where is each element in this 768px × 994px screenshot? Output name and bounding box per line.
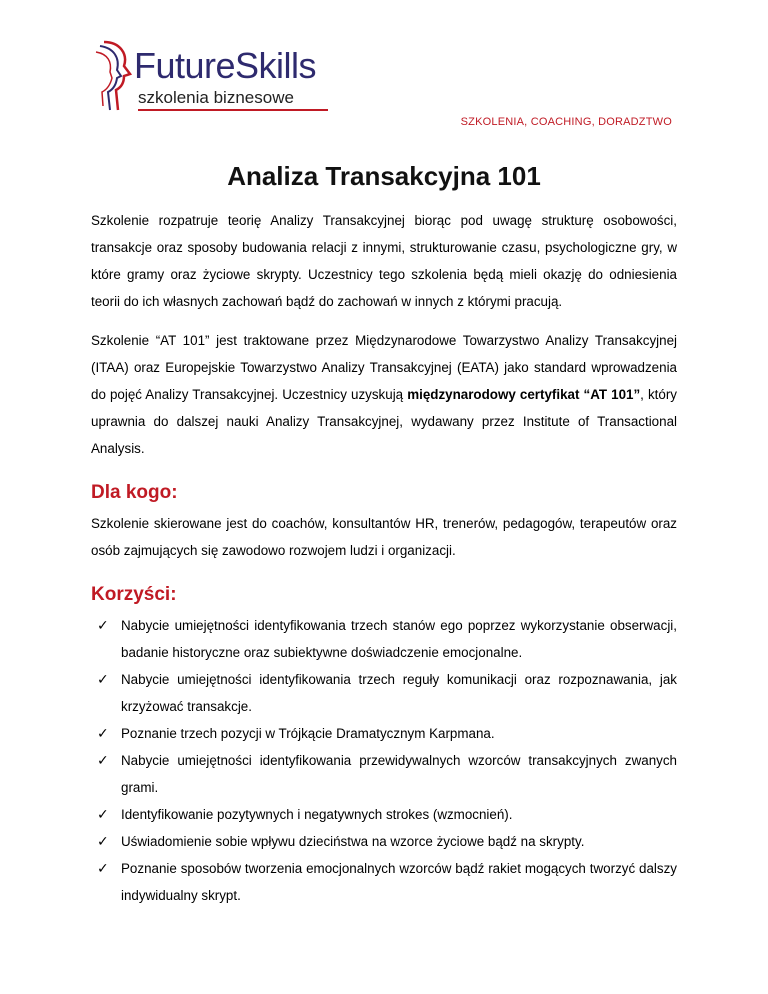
checkmark-icon: ✓	[97, 806, 109, 822]
benefit-text: Uświadomienie sobie wpływu dzieciństwa na wzorce życiowe bądź na skrypty.	[121, 834, 585, 849]
checkmark-icon: ✓	[97, 617, 109, 633]
logo-subtitle: szkolenia biznesowe	[138, 88, 294, 107]
document-body	[91, 207, 677, 909]
logo-underline	[138, 109, 328, 111]
benefit-text: Nabycie umiejętności identyfikowania trzech reguły komunikacji oraz rozpoznawania, jak krzyżować transakcje.	[121, 672, 677, 714]
benefits-list	[91, 612, 677, 909]
tagline: SZKOLENIA, COACHING, DORADZTWO	[460, 116, 672, 128]
list-item	[97, 801, 677, 828]
benefit-text: Poznanie trzech pozycji w Trójkącie Dramatycznym Karpmana.	[121, 726, 495, 741]
checkmark-icon: ✓	[97, 860, 109, 876]
intro-paragraph-2-start: Szkolenie “AT 101” jest traktowane przez Międzynarodowe Towarzystwo Analizy Transakcyjnej (ITAA) oraz Europejskie Towarzystwo Analizy Transakcyjnej (EATA) jako standard wprowadzenia do pojęć Analizy Transakcyjnej. Uczestnicy uzyskują	[91, 333, 677, 402]
checkmark-icon: ✓	[97, 725, 109, 741]
checkmark-icon: ✓	[97, 752, 109, 768]
page-title: Analiza Transakcyjna 101	[227, 161, 541, 191]
benefit-text: Nabycie umiejętności identyfikowania trzech stanów ego poprzez wykorzystanie obserwacji, badanie historyczne oraz subiektywne doświadczenie emocjonalne.	[121, 618, 677, 660]
list-item	[97, 828, 677, 855]
company-logo	[90, 40, 370, 115]
intro-paragraph-2-end: , który uprawnia do dalszej nauki Analizy Transakcyjnej, wydawany przez Institute of Transactional Analysis.	[91, 387, 677, 456]
checkmark-icon: ✓	[97, 833, 109, 849]
benefit-text: Identyfikowanie pozytywnych i negatywnych strokes (wzmocnień).	[121, 807, 513, 822]
logo-wordmark: FutureSkills	[134, 45, 317, 86]
certificate-highlight: międzynarodowy certyfikat “AT 101”	[407, 387, 641, 402]
list-item	[97, 855, 677, 909]
benefit-text: Poznanie sposobów tworzenia emocjonalnych wzorców bądź rakiet mogących tworzyć dalszy indywidualny skrypt.	[121, 861, 677, 903]
profile-silhouette-icon	[90, 40, 134, 112]
intro-paragraph-1: Szkolenie rozpatruje teorię Analizy Transakcyjnej biorąc pod uwagę strukturę osobowości, transakcje oraz sposoby budowania relacji z innymi, strukturowanie czasu, psychologiczne gry, w które gramy oraz życiowe skrypty. Uczestnicy tego szkolenia będą mieli okazję do odniesienia teorii do ich własnych zachowań bądź do zachowań w innych z którymi pracują.	[91, 213, 677, 309]
list-item	[97, 720, 677, 747]
intro-paragraph-2	[91, 327, 677, 462]
checkmark-icon: ✓	[97, 671, 109, 687]
list-item	[97, 666, 677, 720]
benefit-text: Nabycie umiejętności identyfikowania przewidywalnych wzorców transakcyjnych zwanych grami.	[121, 753, 677, 795]
list-item	[97, 747, 677, 801]
benefits-heading: Korzyści:	[91, 584, 177, 605]
for-whom-text: Szkolenie skierowane jest do coachów, konsultantów HR, trenerów, pedagogów, terapeutów oraz osób zajmujących się zawodowo rozwojem ludzi i organizacji.	[91, 516, 677, 558]
for-whom-heading: Dla kogo:	[91, 482, 178, 503]
list-item	[97, 612, 677, 666]
